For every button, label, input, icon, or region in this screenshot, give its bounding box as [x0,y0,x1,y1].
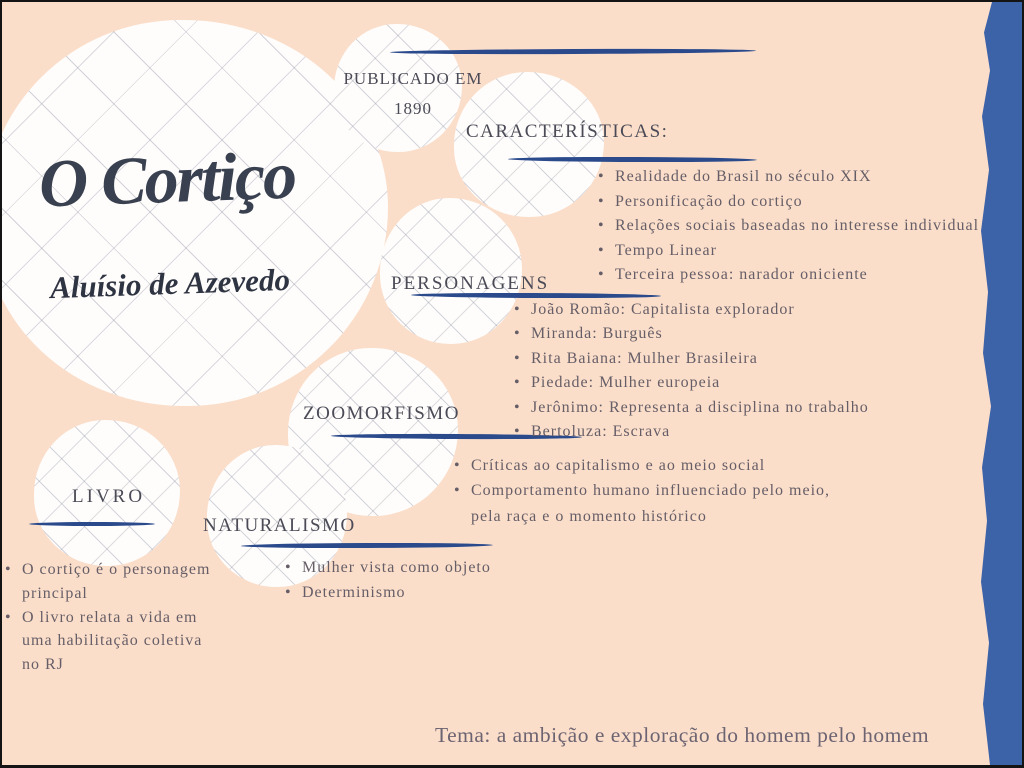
book-author: Aluísio de Azevedo [49,261,291,306]
book-title: O Cortiço [37,136,297,222]
list-personagens [514,298,934,444]
heading-zoomorfismo: ZOOMORFISMO [303,403,460,424]
heading-personagens: PERSONAGENS [391,273,550,294]
livro-underline [29,522,155,526]
list-item: • Comportamento humano influenciado pelo meio, pela raça e o momento histórico [454,478,924,529]
list-item: • Terceira pessoa: narador oniciente [598,263,1008,288]
list-item: • Bertoluza: Escrava [514,420,934,444]
list-item: • O cortiço é o personagem principal [5,558,240,606]
heading-naturalismo: NATURALISMO [203,515,356,536]
list-item: • Realidade do Brasil no século XIX [598,165,1008,190]
theme-statement: Tema: a ambição e exploração do homem pelo homem [434,723,930,747]
personagens-chalk-circle [380,198,522,344]
list-item: • Rita Baiana: Mulher Brasileira [514,347,934,371]
list-item: • Relações sociais baseadas no interesse individual [598,214,1008,239]
list-caracteristicas [598,165,1008,288]
list-item: • O livro relata a vida em uma habilitação coletiva no RJ [5,606,240,677]
heading-livro: LIVRO [72,486,146,507]
list-item: • Personificação do cortiço [598,190,1008,215]
side-stripe [978,2,1022,765]
list-item: • Miranda: Burguês [514,322,934,346]
list-item: • Piedade: Mulher europeia [514,371,934,395]
published-year: 1890 [394,99,432,118]
list-livro [5,558,240,677]
heading-caracteristicas: CARACTERÍSTICAS: [466,121,669,142]
list-item: • Jerônimo: Representa a disciplina no trabalho [514,396,934,420]
list-item: • Determinismo [285,580,555,605]
naturalismo-underline [241,543,493,549]
published-label: PUBLICADO EM [343,69,483,88]
list-item: • João Romão: Capitalista explorador [514,298,934,322]
list-item: • Mulher vista como objeto [285,555,555,580]
list-naturalismo [285,555,555,605]
list-zoomorfismo [454,453,924,529]
published-block [332,64,494,124]
list-item: • Críticas ao capitalismo e ao meio social [454,453,924,478]
list-item: • Tempo Linear [598,239,1008,264]
